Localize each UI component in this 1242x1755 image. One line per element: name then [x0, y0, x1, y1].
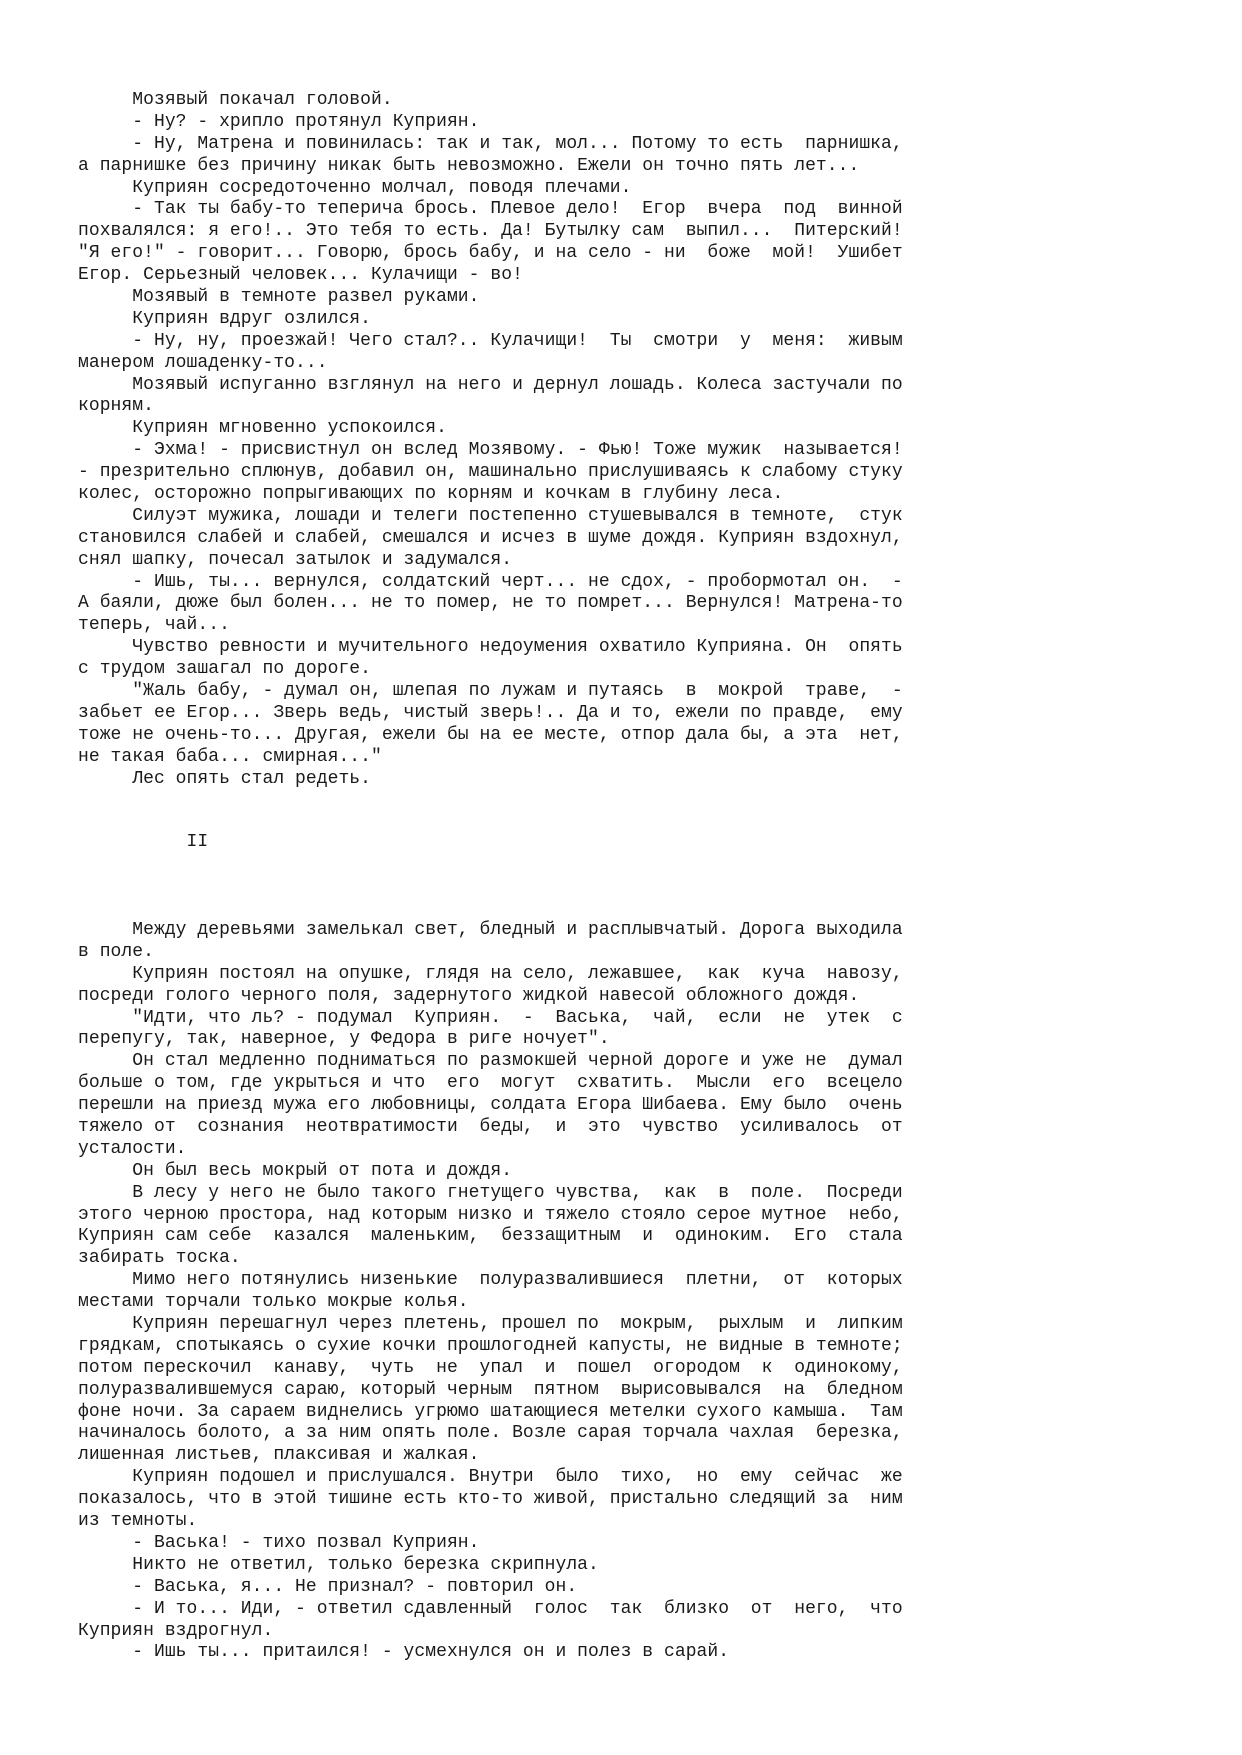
text-line: Куприян сам себе казался маленьким, беззащитным и одиноким. Его стала — [78, 1226, 903, 1247]
text-line: - Ишь ты... притаился! - усмехнулся он и полез в сарай. — [78, 1642, 730, 1663]
text-line: Мозявый покачал головой. — [78, 90, 393, 110]
text-line: полуразвалившемуся сараю, который черным пятном вырисовывался на бледном — [78, 1379, 903, 1400]
text-line: показалось, что в этой тишине есть кто-то живой, пристально следящий за ним — [78, 1489, 903, 1510]
text-line: А баяли, дюже был болен... не то помер, не то помрет... Вернулся! Матрена-то — [78, 593, 903, 614]
text-line: Куприян вдруг озлился. — [78, 308, 371, 329]
text-line: В лесу у него не было такого гнетущего чувства, как в поле. Посреди — [78, 1182, 903, 1203]
text-block-bottom — [78, 920, 903, 1664]
text-line: Мимо него потянулись низенькие полуразвалившиеся плетни, от которых — [78, 1270, 903, 1291]
text-line: - Эхма! - присвистнул он вслед Мозявому. - Фью! Тоже мужик называется! — [78, 440, 903, 461]
text-line: Куприян вздрогнул. — [78, 1620, 274, 1641]
text-line: грядкам, спотыкаясь о сухие кочки прошлогодней капусты, не видные в темноте; — [78, 1335, 903, 1356]
text-line: Куприян перешагнул через плетень, прошел по мокрым, рыхлым и липким — [78, 1314, 903, 1335]
text-line: тяжело от сознания неотвратимости беды, и это чувство усиливалось от — [78, 1117, 903, 1138]
chapter-heading: II — [78, 832, 209, 852]
text-line: Силуэт мужика, лошади и телеги постепенно стушевывался в темноте, стук — [78, 505, 903, 526]
text-line: лишенная листьев, плаксивая и жалкая. — [78, 1445, 480, 1466]
text-line: - И то... Иди, - ответил сдавленный голос так близко от него, что — [78, 1598, 903, 1619]
text-line: Лес опять стал редеть. — [78, 768, 371, 789]
text-line: "Идти, что ль? - подумал Куприян. - Васька, чай, если не утек с — [78, 1007, 903, 1028]
text-line: - Васька, я... Не признал? - повторил он. — [78, 1576, 578, 1597]
text-line: усталости. — [78, 1138, 187, 1159]
text-line: потом перескочил канаву, чуть не упал и пошел огородом к одинокому, — [78, 1357, 903, 1378]
text-line: Он стал медленно подниматься по размокшей черной дороге и уже не думал — [78, 1051, 903, 1072]
text-line: в поле. — [78, 941, 154, 962]
text-line: корням. — [78, 396, 154, 417]
text-line: Куприян подошел и прислушался. Внутри было тихо, но ему сейчас же — [78, 1467, 903, 1488]
text-line: Он был весь мокрый от пота и дождя. — [78, 1160, 513, 1181]
text-line: тоже не очень-то... Другая, ежели бы на ее месте, отпор дала бы, а эта нет, — [78, 724, 903, 745]
text-line: - Васька! - тихо позвал Куприян. — [78, 1532, 480, 1553]
text-line: - Ну, ну, проезжай! Чего стал?.. Кулачищи! Ты смотри у меня: живым — [78, 330, 903, 351]
text-line: из темноты. — [78, 1511, 198, 1532]
text-line: посреди голого черного поля, задернутого жидкой навесой обложного дождя. — [78, 985, 860, 1006]
text-line: перепугу, так, наверное, у Федора в риге ночует". — [78, 1029, 610, 1050]
text-line: перешли на приезд мужа его любовницы, солдата Егора Шибаева. Ему было очень — [78, 1095, 903, 1116]
text-line: Куприян мгновенно успокоился. — [78, 418, 447, 439]
text-line: снял шапку, почесал затылок и задумался. — [78, 549, 513, 570]
text-line: теперь, чай... — [78, 615, 230, 636]
text-line: Между деревьями замелькал свет, бледный и расплывчатый. Дорога выходила — [78, 920, 903, 940]
text-line: Мозявый испуганно взглянул на него и дернул лошадь. Колеса застучали по — [78, 374, 903, 395]
text-line: Куприян постоял на опушке, глядя на село, лежавшее, как куча навозу, — [78, 963, 903, 984]
text-line: с трудом зашагал по дороге. — [78, 659, 371, 680]
text-line: а парнишке без причину никак быть невозможно. Ежели он точно пять лет... — [78, 155, 860, 176]
text-line: этого черною простора, над которым низко и тяжело стояло серое мутное небо, — [78, 1204, 903, 1225]
text-line: фоне ночи. За сараем виднелись угрюмо шатающиеся метелки сухого камыша. Там — [78, 1401, 903, 1422]
text-line: - Ну, Матрена и повинилась: так и так, мол... Потому то есть парнишка, — [78, 133, 903, 154]
text-line: - Так ты бабу-то теперича брось. Плевое дело! Егор вчера под винной — [78, 199, 903, 220]
text-line: забирать тоска. — [78, 1248, 241, 1269]
text-line: местами торчали только мокрые колья. — [78, 1292, 469, 1313]
text-line: - Ну? - хрипло протянул Куприян. — [78, 111, 480, 132]
text-line: манером лошаденку-то... — [78, 352, 328, 373]
text-line: Куприян сосредоточенно молчал, поводя плечами. — [78, 177, 632, 198]
text-line: Егор. Серьезный человек... Кулачищи - во! — [78, 265, 523, 286]
text-line: "Жаль бабу, - думал он, шлепая по лужам и путаясь в мокрой траве, - — [78, 681, 903, 702]
text-line: Чувство ревности и мучительного недоумения охватило Куприяна. Он опять — [78, 637, 903, 658]
text-block-top — [78, 90, 903, 791]
text-line: Мозявый в темноте развел руками. — [78, 287, 480, 308]
text-line: Никто не ответил, только березка скрипнула. — [78, 1554, 599, 1575]
text-line: похвалялся: я его!.. Это тебя то есть. Да! Бутылку сам выпил... Питерский! — [78, 221, 903, 242]
text-line: становился слабей и слабей, смешался и исчез в шуме дождя. Куприян вздохнул, — [78, 527, 903, 548]
text-line: больше о том, где укрыться и что его могут схватить. Мысли его всецело — [78, 1073, 903, 1094]
text-line: колес, осторожно попрыгивающих по корням и кочкам в глубину леса. — [78, 484, 784, 505]
text-line: "Я его!" - говорит... Говорю, брось бабу, и на село - ни боже мой! Ушибет — [78, 243, 903, 264]
text-line: начиналось болото, а за ним опять поле. Возле сарая торчала чахлая березка, — [78, 1423, 903, 1444]
text-line: забьет ее Егор... Зверь ведь, чистый зверь!.. Да и то, ежели по правде, ему — [78, 702, 903, 723]
text-line: не такая баба... смирная..." — [78, 746, 382, 767]
text-line: - Ишь, ты... вернулся, солдатский черт... не сдох, - пробормотал он. - — [78, 571, 903, 592]
text-line: - презрительно сплюнув, добавил он, машинально прислушиваясь к слабому стуку — [78, 462, 903, 483]
